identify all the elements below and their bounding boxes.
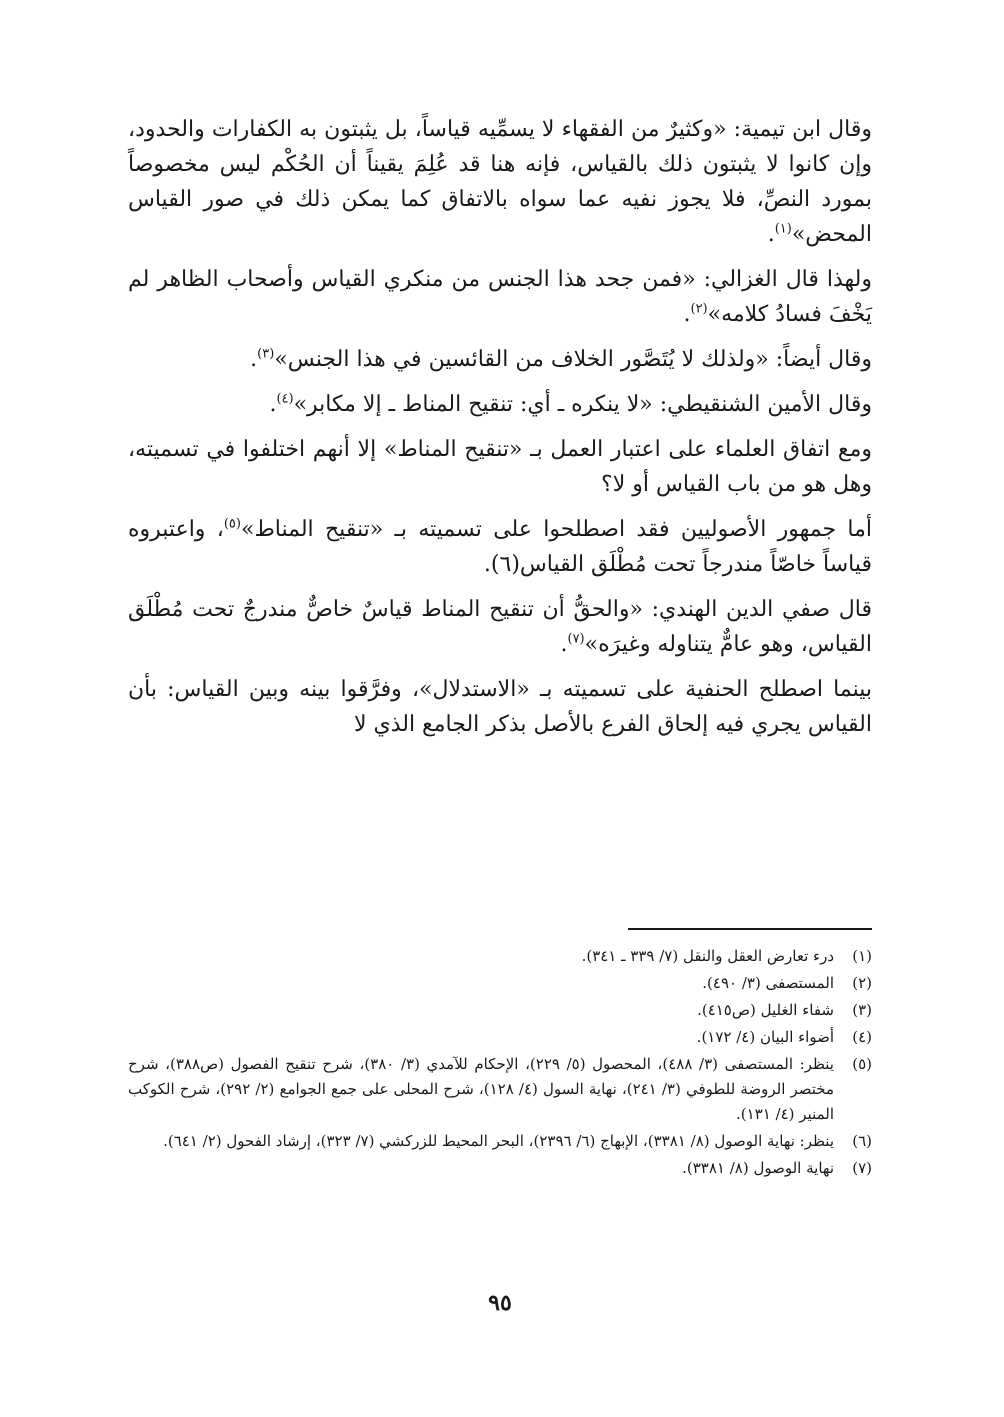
footnote-text: درء تعارض العقل والنقل (٧/ ٣٣٩ ـ ٣٤١).	[581, 947, 834, 965]
footnote-number: (٦)	[852, 1132, 872, 1150]
footnote-text: المستصفى (٣/ ٤٩٠).	[702, 974, 834, 992]
footnote-ref-4[interactable]: (٤)	[276, 391, 294, 407]
paragraph-ibn-taymiyya: وقال ابن تيمية: «وكثيرٌ من الفقهاء لا يسمِّيه قياساً، بل يثبتون به الكفارات والحدود، وإن كانوا لا يثبتون ذلك بالقياس، فإنه هنا قد عُلِمَ يقيناً أن الحُكْم ليس مخصوصاً بمورد النصِّ، فلا يجوز نفيه عما سواه بالاتفاق كما يمكن ذلك في صور القياس المحض»$^{(١)}$.	[128, 117, 872, 247]
footnote-3	[128, 998, 872, 1023]
footnote-text: ينظر: نهاية الوصول (٨/ ٣٣٨١)، الإبهاج (٦/ ٢٣٩٦)، البحر المحيط للزركشي (٧/ ٣٢٣)، إرشاد الفحول (٢/ ٦٤١).	[163, 1132, 834, 1150]
paragraph-ghazali: ولهذا قال الغزالي: «فمن جحد هذا الجنس من منكري القياس وأصحاب الظاهر لم يَخْفَ فسادُ كلامه»$^{(٢)}$.	[128, 267, 872, 327]
footnote-ref-1[interactable]: (١)	[774, 221, 792, 237]
footnote-number: (٤)	[852, 1028, 872, 1046]
footnote-number: (٥)	[852, 1055, 872, 1073]
footnote-number: (٣)	[852, 1001, 872, 1019]
paragraph-agreement: ومع اتفاق العلماء على اعتبار العمل بـ «تنقيح المناط» إلا أنهم اختلفوا في تسميته، وهل هو من باب القياس أو لا؟	[128, 437, 872, 497]
footnote-ref-3[interactable]: (٣)	[257, 346, 275, 362]
footnote-6	[128, 1129, 872, 1154]
footnotes	[128, 944, 872, 1183]
footnote-number: (١)	[852, 947, 872, 965]
footnote-divider	[628, 928, 872, 930]
footnote-number: (٢)	[852, 974, 872, 992]
paragraph-majority: أما جمهور الأصوليين فقد اصطلحوا على تسميته بـ «تنقيح المناط»$^{(٥)}$، واعتبروه قياساً خاصّاً مندرجاً تحت مُطْلَق القياس(٦).	[128, 516, 872, 577]
footnote-text: ينظر: المستصفى (٣/ ٤٨٨)، المحصول (٥/ ٢٢٩)، الإحكام للآمدي (٣/ ٣٨٠)، شرح تنقيح الفصول (ص٣٨٨)، شرح مختصر الروضة للطوفي (٣/ ٢٤١)، نهاية السول (٤/ ١٢٨)، شرح المحلى على جمع الجوامع (٢/ ٢٩٢)، شرح الكوكب المنير (٤/ ١٣١).	[128, 1055, 835, 1123]
footnote-text: نهاية الوصول (٨/ ٣٣٨١).	[682, 1159, 834, 1177]
paragraph-hindi: قال صفي الدين الهندي: «والحقُّ أن تنقيح المناط قياسٌ خاصٌّ مندرجٌ تحت مُطْلَق القياس، وهو عامٌّ يتناوله وغيرَه»$^{(٧)}$.	[128, 597, 872, 657]
footnote-5	[128, 1052, 872, 1127]
footnote-text: أضواء البيان (٤/ ١٧٢).	[696, 1028, 834, 1046]
footnote-2	[128, 971, 872, 996]
footnote-number: (٧)	[852, 1159, 872, 1177]
footnote-ref-2[interactable]: (٢)	[690, 301, 708, 317]
footnote-4	[128, 1025, 872, 1050]
footnote-1	[128, 944, 872, 969]
paragraph-hanafis: بينما اصطلح الحنفية على تسميته بـ «الاستدلال»، وفرَّقوا بينه وبين القياس: بأن القياس يجري فيه إلحاق الفرع بالأصل بذكر الجامع الذي لا	[128, 677, 872, 737]
footnote-7	[128, 1156, 872, 1181]
footnote-text: شفاء الغليل (ص٤١٥).	[697, 1001, 834, 1019]
footnote-ref-7[interactable]: (٧)	[567, 631, 585, 647]
footnote-ref-5[interactable]: (٥)	[223, 516, 241, 532]
page-body	[128, 112, 872, 1316]
paragraph-ghazali-also: وقال أيضاً: «ولذلك لا يُتَصَّور الخلاف من القائسين في هذا الجنس»$^{(٣)}$.	[250, 346, 872, 372]
paragraph-shinqiti: وقال الأمين الشنقيطي: «لا ينكره ـ أي: تنقيح المناط ـ إلا مكابر»$^{(٤)}$.	[269, 391, 872, 417]
page-number: ٩٥	[488, 1290, 512, 1316]
